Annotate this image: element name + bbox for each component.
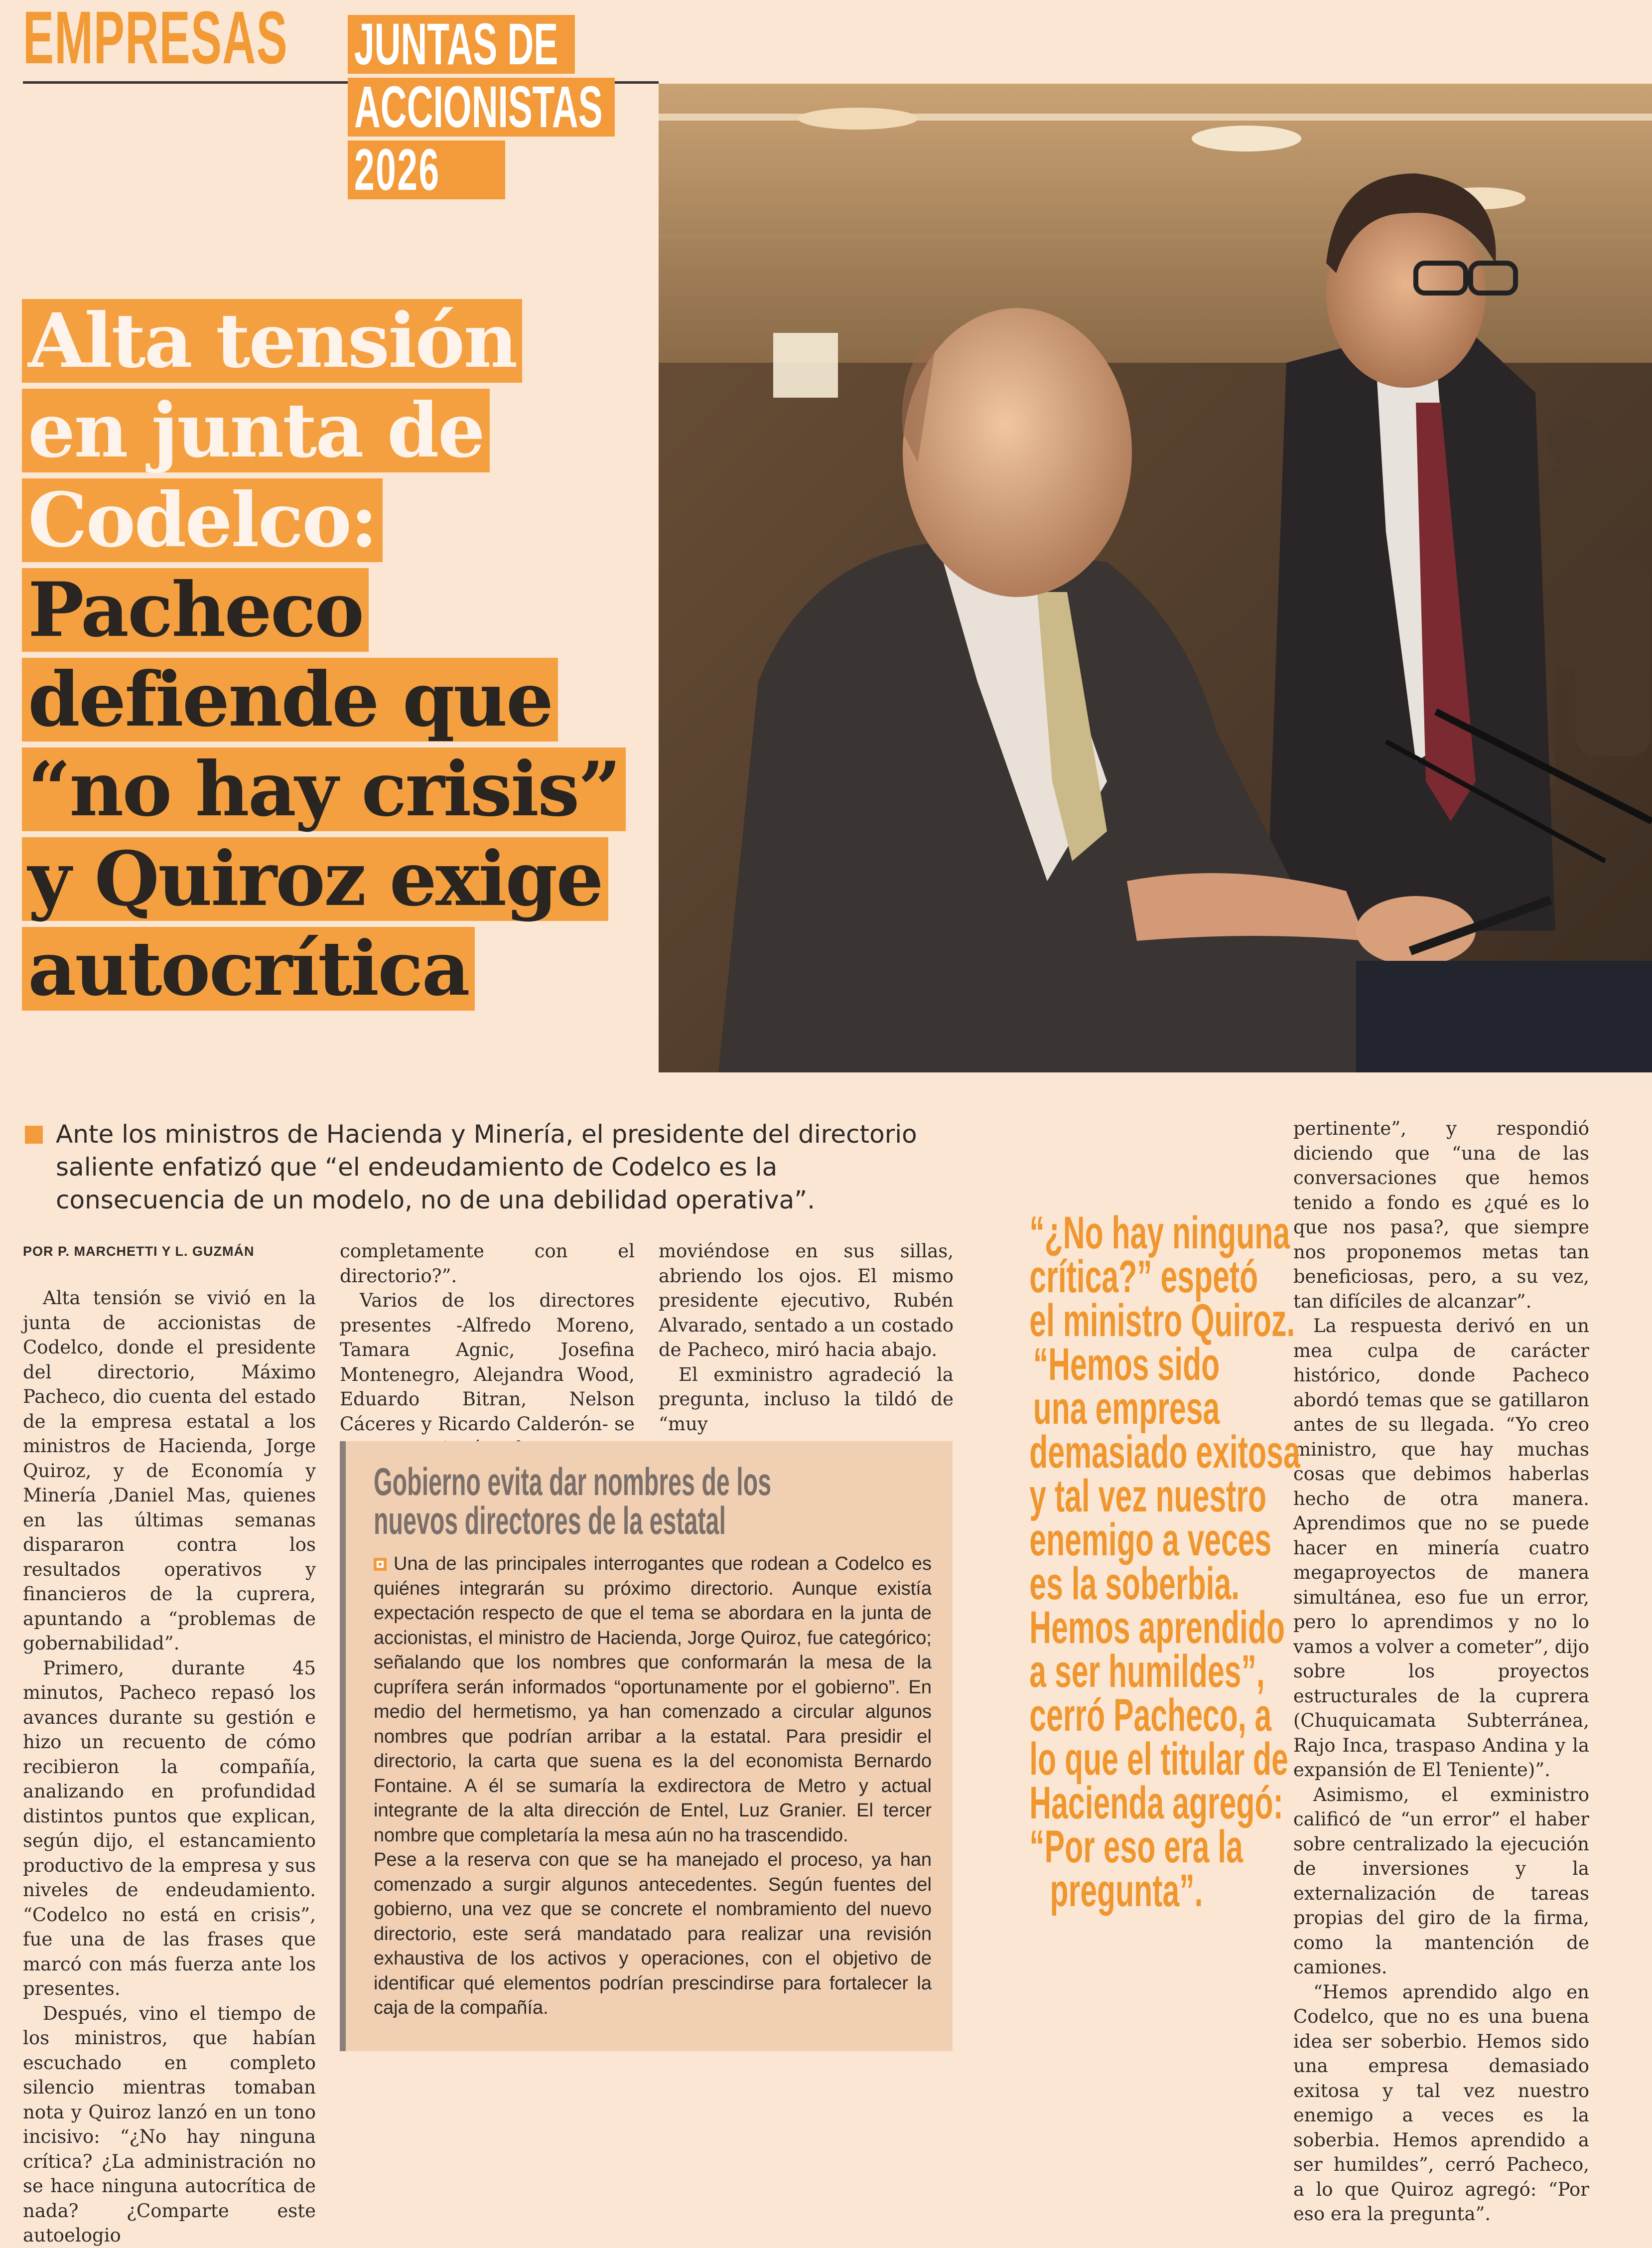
body-column-1 (23, 1286, 316, 2248)
lead-paragraph (25, 1118, 937, 1216)
pull-quote-line: el ministro Quiroz. (1029, 1295, 1295, 1346)
sidebar-title-line: nuevos directores de la estatal (374, 1499, 726, 1542)
pull-quote-line: lo que el titular de (1029, 1734, 1288, 1785)
pull-quote-line: enemigo a veces (1029, 1514, 1272, 1565)
sidebar-paragraph: Pese a la reserva con que se ha manejado el proceso, ya han comenzado a surgir algunos antecedentes. Según fuentes del gobierno, una vez que se concrete el nombramiento del nuevo directorio, este será mandatado para realizar una revisión exhaustiva de los activos y operaciones, con el objetivo de identificar qué elementos podrían prescindirse para fortalecer la caja de la compañía. (374, 1849, 932, 2018)
kicker (348, 11, 615, 203)
body-paragraph: completamente con el directorio?”. (340, 1240, 635, 1287)
headline-line: y Quiroz exige (22, 837, 608, 921)
byline: POR P. MARCHETTI Y L. GUZMÁN (23, 1244, 255, 1259)
bullet-square-icon (374, 1558, 387, 1571)
body-paragraph: Alta tensión se vivió en la junta de accionistas de Codelco, donde el presidente del directorio, Máximo Pacheco, dio cuenta del estado de la empresa estatal a los ministros de Hacienda, Jorge Quiroz, y de Economía y Minería ,Daniel Mas, quienes en las últimas semanas dispararon contra los resultados operativos y financieros de la cuprera, apuntando a “problemas de gobernabilidad”. (23, 1287, 316, 1654)
pull-quote-line: a ser humildes”, (1029, 1646, 1265, 1697)
body-column-3 (659, 1239, 954, 1436)
pull-quote-line: y tal vez nuestro (1029, 1471, 1267, 1521)
pull-quote-line: “Por eso era la (1029, 1821, 1243, 1872)
sidebar-box (340, 1441, 953, 2051)
bullet-square-icon (25, 1126, 43, 1144)
headline-line: autocrítica (22, 927, 475, 1011)
pull-quote-line: cerró Pacheco, a (1029, 1690, 1272, 1741)
pull-quote-line: es la soberbia. (1029, 1558, 1240, 1609)
sidebar-paragraph: Una de las principales interrogantes que rodean a Codelco es quiénes integrarán su próximo directorio. Aunque existía expectación respecto de que el tema se abordara en la junta de accionistas, el ministro de Hacienda, Jorge Quiroz, fue categórico; señalando que los nombres que conformarán la mesa de la cuprífera serán informados “oportunamente por el gobierno”. En medio del hermetismo, ya han comenzado a circular algunos nombres que podrían arribar a la estatal. Para presidir el directorio, la carta que suena es la del economista Bernardo Fontaine. A él se sumaría la exdirectora de Metro y actual integrante de la alta dirección de Entel, Luz Granier. El tercer nombre que completaría la mesa aún no ha trascendido. (374, 1553, 932, 1846)
sidebar-body (374, 1552, 932, 2021)
body-column-2 (340, 1239, 635, 1461)
body-paragraph: Asimismo, el exministro calificó de “un error” el haber sobre centralizado la ejecución de inversiones y la externalización de tareas propias del giro de la firma, como la mantención de camiones. (1293, 1784, 1589, 1978)
headline-line: Alta tensión (22, 299, 522, 383)
pull-quote-line: pregunta”. (1050, 1865, 1203, 1916)
headline-line: “no hay crisis” (22, 748, 626, 831)
pull-quote-line: “Hemos sido (1033, 1339, 1220, 1390)
body-paragraph: pertinente”, y respondió diciendo que “una de las conversaciones que hemos tenido a fondo es ¿qué es lo que nos pasa?, que siempre nos proponemos metas tan beneficiosas, pero, a su vez, tan difíciles de alcanzar”. (1293, 1118, 1589, 1312)
sidebar-title (374, 1462, 775, 1540)
pull-quote-line: “¿No hay ninguna (1029, 1207, 1290, 1258)
pull-quote-line: crítica?” espetó (1029, 1251, 1258, 1302)
body-paragraph: Después, vino el tiempo de los ministros, que habían escuchado en completo silencio mientras tomaban nota y Quiroz lanzó en un tono incisivo: “¿No hay ninguna crítica? ¿La administración no se hace ninguna autocrítica de nada? ¿Comparte este autoelogio (23, 2002, 316, 2246)
kicker-line: 2026 (348, 141, 505, 199)
pull-quote-line: Hacienda agregó: (1029, 1778, 1283, 1828)
body-paragraph: Primero, durante 45 minutos, Pacheco repasó los avances durante su gestión e hizo un recuento de cómo recibieron la compañía, analizando en profundidad distintos puntos que explican, según dijo, el estancamiento productivo de la empresa y sus niveles de endeudamiento. “Codelco no está en crisis”, fue una de las frases que marcó con más fuerza ante los presentes. (23, 1657, 316, 1999)
pull-quote-line: una empresa (1033, 1383, 1220, 1434)
headline (22, 299, 640, 1017)
body-paragraph: “Hemos aprendido algo en Codelco, que no es una buena idea ser soberbio. Hemos sido una empresa demasiado exitosa y tal vez nuestro enemigo a veces es la soberbia. Hemos aprendido a ser humildes”, cerró Pacheco, a lo que Quiroz agregó: “Por eso era la pregunta”. (1293, 1981, 1589, 2225)
news-photo (659, 84, 1652, 1072)
pull-quote-line: demasiado exitosa (1029, 1427, 1300, 1478)
headline-line: defiende que (22, 658, 558, 742)
lead-text: Ante los ministros de Hacienda y Minería, el presidente del directorio saliente enfatizó que “el endeudamiento de Codelco es la consecuencia de un modelo, no de una debilidad operativa”. (56, 1120, 917, 1214)
headline-line: Codelco: (22, 478, 383, 562)
kicker-line: JUNTAS DE (348, 15, 575, 74)
kicker-line: ACCIONISTAS (348, 78, 615, 137)
headline-line: en junta de (22, 389, 490, 472)
headline-line: Pacheco (22, 568, 369, 652)
body-paragraph: La respuesta derivó en un mea culpa de carácter histórico, donde Pacheco abordó temas que se gatillaron antes de su llegada. “Yo creo ministro, que hay muchas cosas que debimos haberlas hecho de otra manera. Aprendimos que no se puede hacer en minería cuatro megaproyectos de manera simultánea, eso fue un error, pero lo aprendimos y no lo vamos a volver a cometer”, dijo sobre los proyectos estructurales de la cuprera (Chuquicamata Subterránea, Rajo Inca, traspaso Andina y la expansión de El Teniente)”. (1293, 1315, 1589, 1781)
sidebar-title-line: Gobierno evita dar nombres de los (374, 1460, 772, 1503)
section-name: EMPRESAS (23, 0, 288, 79)
body-paragraph: moviéndose en sus sillas, abriendo los ojos. El mismo presidente ejecutivo, Rubén Alvarado, sentado a un costado de Pacheco, miró hacia abajo. (659, 1240, 954, 1360)
body-paragraph: Varios de los directores presentes -Alfredo Moreno, Tamara Agnic, Josefina Montenegro, Alejandra Wood, Eduardo Bitran, Nelson Cáceres y Ricardo Calderón- se (340, 1290, 635, 1435)
body-paragraph: El exministro agradeció la pregunta, incluso la tildó de “muy (659, 1363, 954, 1435)
photo-illustration (659, 84, 1652, 1072)
pull-quote-line: Hemos aprendido (1029, 1602, 1285, 1653)
pull-quote (979, 1207, 1300, 1916)
body-column-4 (1293, 1116, 1589, 2227)
